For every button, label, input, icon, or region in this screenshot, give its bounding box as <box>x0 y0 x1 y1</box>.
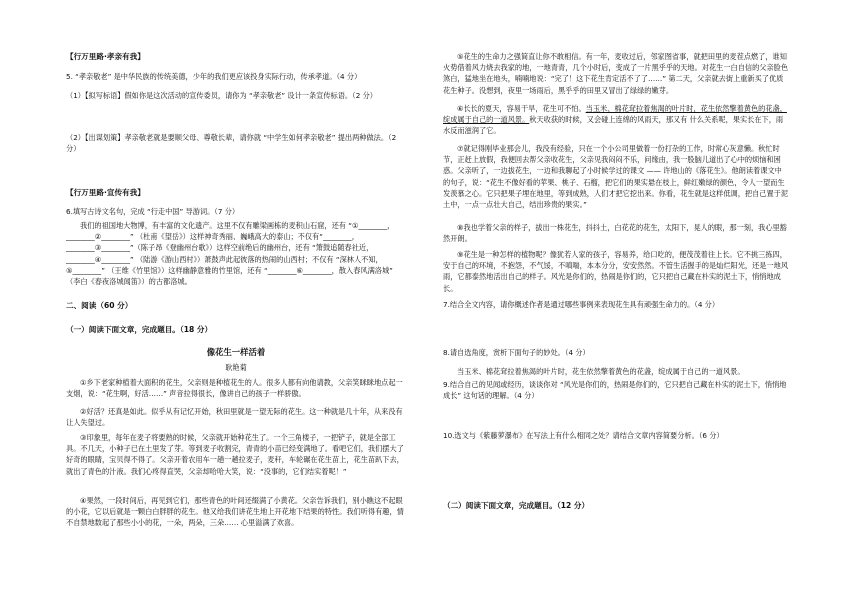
paragraph-5: ⑤花生的生命力之强简直让你不敢相信。有一年，麦收过后，邻家图省事，就把田里的麦茬点燃了，谁知火势借着风力烧去我家的地，一地青青，几个小时后，变成了一片黑乎乎的天地。对花生一白自信的父亲脸色煞白，猛地坐在地头，喃喃地说：“完了！这下花生肯定活不了了……” 第二天，父亲就去街上重新买了优质花生种子。没想到，夜里一场雨后，黑乎乎的田里又冒出了绿绿的嫩芽。 <box>443 52 789 95</box>
question-5: 5. “孝亲敬老” 是中华民族的传统美德，少年的我们更应该投身实际行动，传承孝道。（4 分） <box>66 72 362 81</box>
section-heading-filial: 【行万里路·孝亲有我】 <box>66 52 145 61</box>
question-6: 6.填写古诗文名句，完成 “行走中国” 导游词。（7 分） <box>66 207 240 216</box>
article-author: 耿艳菊 <box>225 363 247 372</box>
question-6-text: 我们的祖国地大物博，有丰富的文化遗产。这里不仅有雕梁画栋的麦积山石窟，还有 “①________，________②________” （杜甫《望岳》）这样神奇秀丽、巍峨高大的泰山；不仅有“________，________③________”（陈子昂《登幽州台歌》）这样空前绝后的幽州台，还有 “箫鼓追随春社近，________④________” （陆游《游山西村》）萧鼓声此起彼落的热闹的山西村；不仅有 “深林人不知，⑤________” （王维《竹里馆》）这样幽静意雅的竹里馆，还有 “________⑥________，散入春风满洛城” （李白《春夜洛城闻笛》）的古都洛城。 <box>66 221 395 287</box>
paragraph-6 <box>443 103 788 137</box>
question-9: 9.结合自己的见闻或经历，谈谈你对 “风光是你们的，热闹是你们的，它只把自己藏在朴实的泥土下，悄悄地成长” 这句话的理解。（4 分） <box>443 380 787 401</box>
subsection-2: （二）阅读下面文章，完成题目。（12 分） <box>443 501 590 510</box>
paragraph-9: ⑨花生是一种怎样的植物呢？像犹若人家的孩子，容易养，给口吃的，便茂茂着往上长。它不挑三拣四，安于自己的环境，不抱怨，不气馁，不嗔喘，本本分分，安安然然。不管生活握手的是灿烂阳光，还是一地风雨，它都泰然地活出自己的样子。风光是你们的，热闹是你们的，它只把自己藏在朴实的泥土下，悄悄地成长。 <box>443 250 789 293</box>
article-title: 像花生一样活着 <box>206 347 266 357</box>
question-5-2: （2）【出谋划策】孝亲敬老就是要顺父母、尊敬长辈，请你就 “中学生如何孝亲敬老” 提出两种做法。（2 分） <box>66 133 397 154</box>
question-8: 8.请自选角度，赏析下面句子的妙处。（4 分） <box>443 348 590 357</box>
section-reading: 二、阅读（60 分） <box>66 301 133 310</box>
paragraph-3: ③印象里，每年在麦子将要熟的时候，父亲就开始种花生了。一个三角楼子，一把铲子，就是全部工具。不几天，小种子已在土里发了芽。等到麦子收割完，青青的小苗已经变满地了。看吧它们，我们摆大了好奇的眼睛，宝贝得不得了。父亲开着农用车一趟一趟拉麦子，麦秆，车轮碾在花生苗上，花生苗趴下去，就出了青色的汁液。我们心疼得直哭，父亲却哈哈大笑，说：“没事的，它们结实着呢！” <box>66 433 404 476</box>
paragraph-7: ⑦就记得刚毕业那会儿，我没有经验，只在一个小公司里做着一份打杂的工作，时常心灰意懒。秋忙时节，正赶上放假，我便回去帮父亲收花生，父亲见我闷闷不乐，问缘由，我一股脑儿道出了心中的烦恼和困惑。父亲听了，一边拔花生，一边和我聊起了小时候学过的课文 —— 许地山的《落花生》。他朗读着课文中的句子，说：“花生不像好看的苹果、桃子、石榴，把它们的果实悬在枝上，鲜红嫩绿的颜色，令人一望而生发羡慕之心。它只把果子埋在地里，等到成熟，人们才把它挖出来。你看，花生就是这样低调，把自己置于泥土中，一点一点壮大自己，结出珍贵的果实。” <box>443 144 789 210</box>
paragraph-6-start: ⑥长长的夏天，容易干旱，花生可不怕。 <box>457 104 586 113</box>
paragraph-8: ⑧我也学着父亲的样子，拔出一株花生，抖抖土，白花花的花生，太阳下，晃人的眼，那一刻，我心里豁然开朗。 <box>443 223 787 244</box>
question-5-1: （1）【拟写标语】假如你是这次活动的宣传委员，请你为 “孝亲敬老” 设计一条宣传标语。（2 分） <box>66 91 377 100</box>
section-heading-promote: 【行万里路·宣传有我】 <box>66 188 145 197</box>
question-8-quote: 当玉米、棉花耷拉着焦渴的叶片时，花生依然擎着黄色的花盏，绽成属于自己的一道风景。 <box>457 367 745 376</box>
question-10: 10.选文与《紫藤萝瀑布》在写法上有什么相同之处？请结合文章内容简要分析。（6 分） <box>443 431 724 440</box>
paragraph-6-end: 秋天收获的时候，又会碰上连绵的风雨天，那又有 什么关系呢，果实长在下，雨水反而滋润了它。 <box>443 115 784 136</box>
paragraph-2: ②好活？还真是如此。似乎从有记忆开始，秋田里就是一望无际的花生。这一种就是几十年，从来没有让人失望过。 <box>66 407 403 428</box>
paragraph-6-underlined: 当玉米、棉花耷拉着焦渴的叶片时，花生依然擎着黄色的花盏，绽成属于自己的一道风景。 <box>443 104 787 125</box>
paragraph-1: ①乡下老家种植着大面积的花生，父亲则是种植花生的人。很多人都有向他请教，父亲笑眯眯地点起一支烟，说：“花生啊，好活……” 声音拉得很长，像讲自己的孩子一样骄傲。 <box>66 378 403 399</box>
subsection-1: （一）阅读下面文章，完成题目。（18 分） <box>66 325 213 334</box>
paragraph-4: ④果然，一段时间后，再见到它们，那些青色的叶间还缀满了小黄花。父亲告诉我们，别小瞧这不起眼的小花，它以后就是一颗白白胖胖的花生。他又给我们讲花生地上开花地下结果的特性。我们听得有趣，情不自禁地数起了那些小小的花，一朵，两朵，三朵…… 心里溢满了欢喜。 <box>66 496 404 528</box>
question-7: 7.结合全文内容，请你概述作者是通过哪些事例来表现花生具有顽强生命力的。（4 分） <box>443 300 720 309</box>
